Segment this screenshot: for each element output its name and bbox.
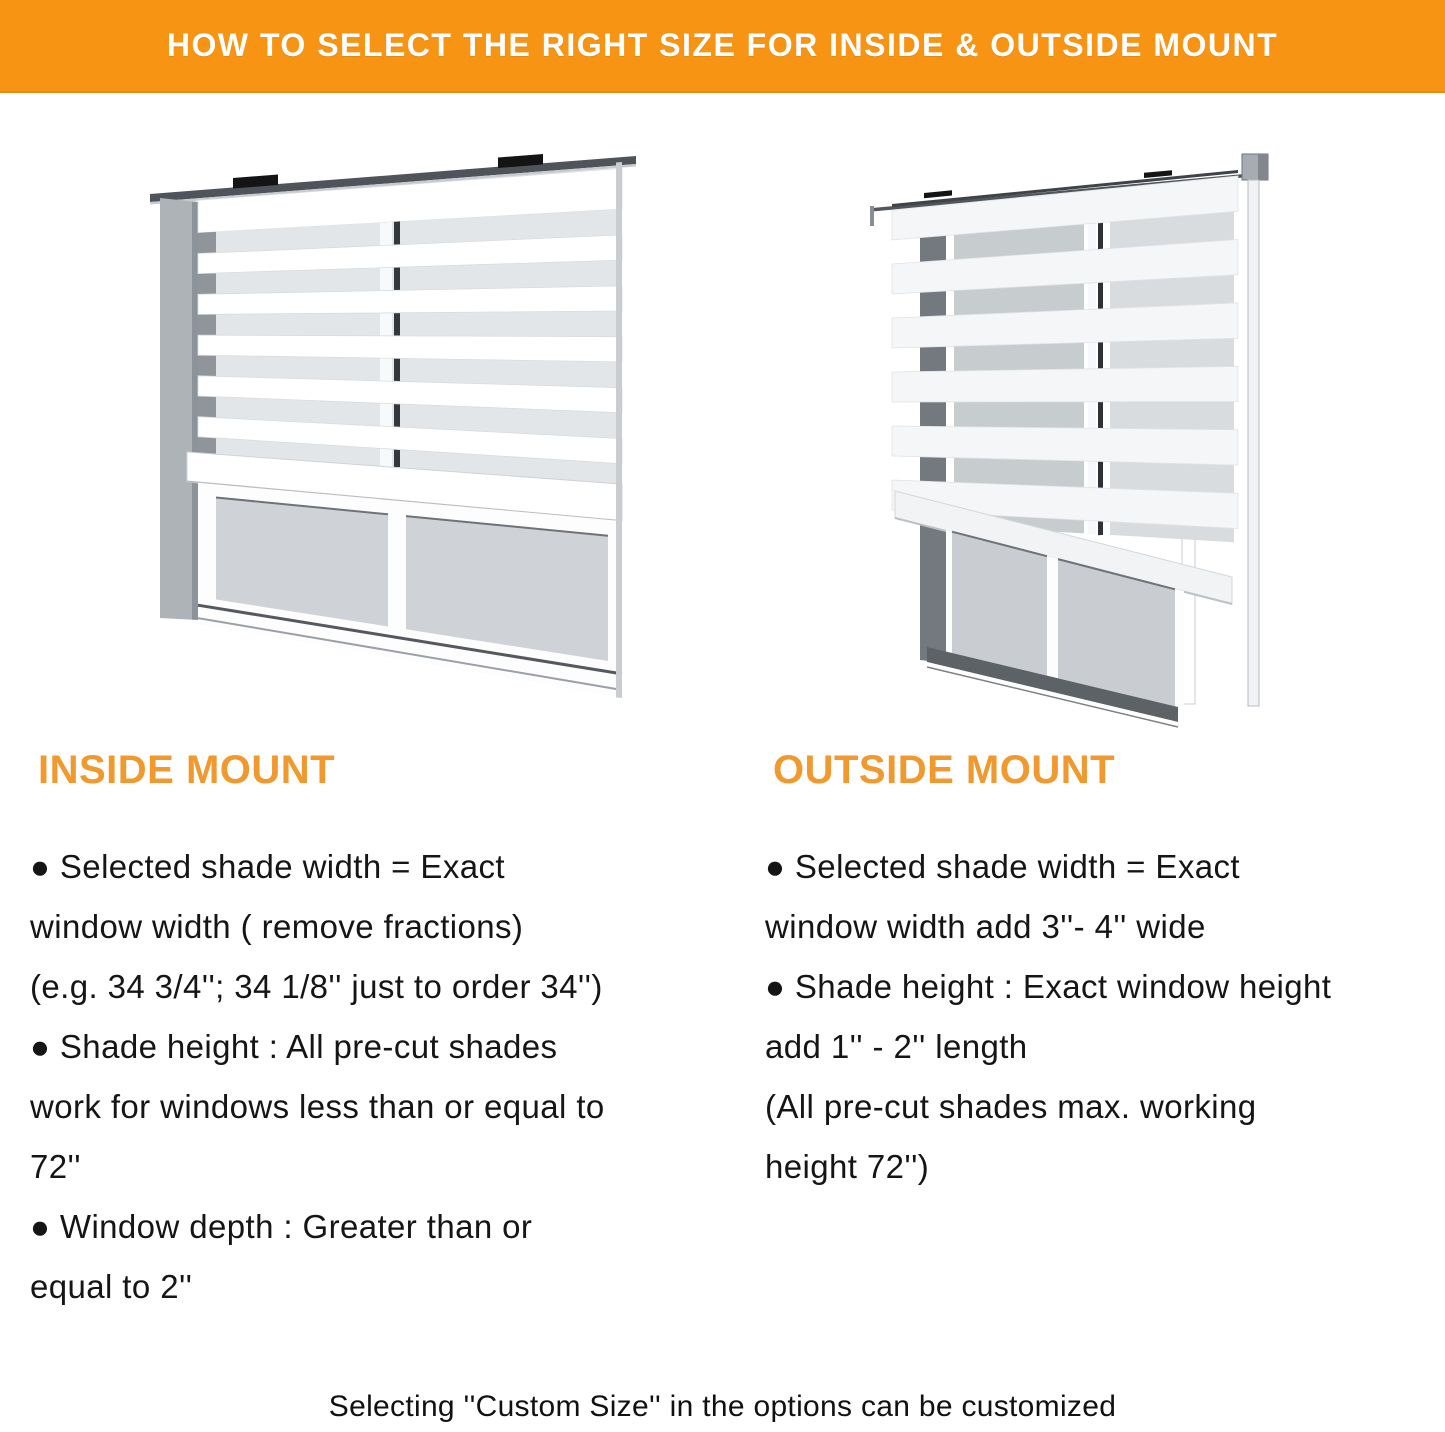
outside-mount-heading: OUTSIDE MOUNT bbox=[773, 748, 1116, 792]
custom-size-note: Selecting ''Custom Size'' in the options can be customized bbox=[328, 1390, 1117, 1423]
end-cap-side bbox=[1258, 154, 1268, 180]
text-line: height 72'') bbox=[765, 1148, 930, 1185]
text-line: window width add 3''- 4'' wide bbox=[765, 908, 1206, 945]
sash-divider-face bbox=[1088, 192, 1096, 534]
bullet-line: ● Window depth : Greater than or bbox=[30, 1208, 533, 1245]
side-channel bbox=[1248, 180, 1259, 706]
outside-mount-figure bbox=[852, 146, 1377, 746]
window-right-edge bbox=[616, 162, 622, 698]
text-line: equal to 2'' bbox=[30, 1268, 193, 1305]
glass-behind-sheer bbox=[1110, 176, 1234, 542]
zebra-band bbox=[892, 366, 1238, 402]
bullet-line: ● Shade height : Exact window height bbox=[765, 968, 1332, 1005]
banner bbox=[0, 0, 1445, 93]
outside-mount-section bbox=[765, 748, 1430, 1197]
jamb-inner-edge bbox=[192, 202, 198, 621]
bullet-line: ● Shade height : All pre-cut shades bbox=[30, 1028, 558, 1065]
mount-bracket-icon bbox=[1144, 170, 1172, 178]
inside-mount-section bbox=[30, 748, 720, 1317]
outside-mount-illustration bbox=[852, 146, 1377, 746]
glass-behind-sheer bbox=[954, 192, 1084, 534]
text-line: (All pre-cut shades max. working bbox=[765, 1088, 1257, 1125]
bullet-line: ● Selected shade width = Exact bbox=[765, 848, 1240, 885]
bullet-line: ● Selected shade width = Exact bbox=[30, 848, 505, 885]
mount-bracket-icon bbox=[924, 190, 952, 198]
text-line: work for windows less than or equal to bbox=[30, 1088, 605, 1125]
inside-mount-illustration bbox=[138, 148, 643, 726]
banner-title: HOW TO SELECT THE RIGHT SIZE FOR INSIDE & OUTSIDE MOUNT bbox=[166, 27, 1279, 63]
inside-mount-heading: INSIDE MOUNT bbox=[38, 748, 336, 792]
text-line: (e.g. 34 3/4''; 34 1/8'' just to order 34'') bbox=[30, 968, 603, 1005]
text-line: add 1'' - 2'' length bbox=[765, 1028, 1028, 1065]
wall-rail-hook bbox=[870, 206, 874, 226]
inside-mount-figure bbox=[138, 148, 643, 726]
sash-divider-shadow bbox=[1098, 190, 1103, 535]
text-line: window width ( remove fractions) bbox=[30, 908, 524, 945]
text-line: 72'' bbox=[30, 1148, 81, 1185]
